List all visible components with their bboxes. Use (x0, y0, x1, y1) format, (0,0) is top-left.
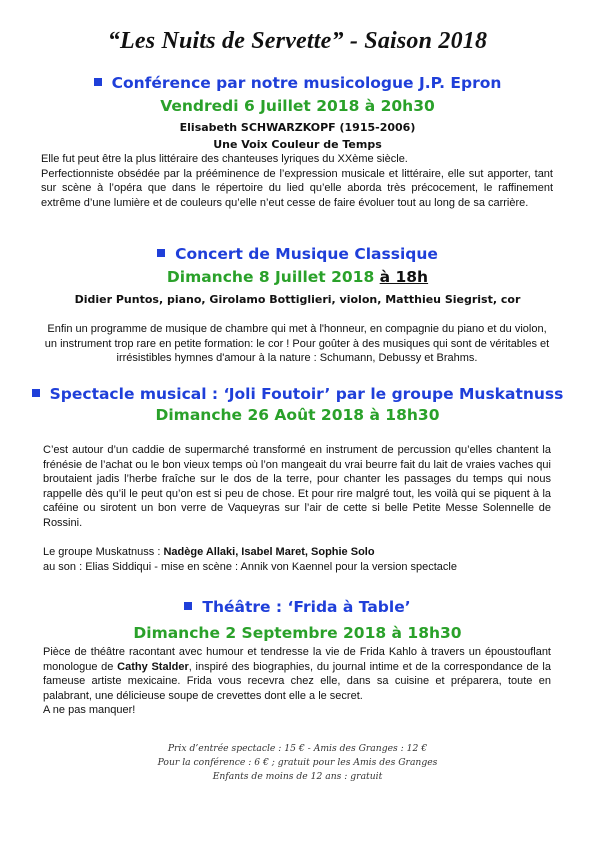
conference-description (41, 152, 553, 210)
square-bullet-icon (94, 78, 102, 86)
square-bullet-icon (184, 602, 192, 610)
concert-description: Enfin un programme de musique de chambre qui met à l'honneur, en compagnie du piano et du violon, un instrument trop rare en petite formation: le cor ! Pour goûter à des musiques qui sont de véritables et irrésistibles hymnes d'amour à la nature : Schumann, Debussy et Brahms. (44, 323, 550, 364)
concert-performers: Didier Puntos, piano, Girolamo Bottiglieri, violon, Matthieu Siegrist, cor (74, 293, 521, 306)
group-members: Nadège Allaki, Isabel Maret, Sophie Solo (163, 546, 375, 558)
spectacle-credits (43, 545, 551, 574)
concert-time: à 18h (379, 268, 429, 286)
spectacle-crew-line: au son : Elias Siddiqui - mise en scène : Annik von Kaennel pour la version spectacle (43, 560, 457, 573)
spectacle-group-line (43, 545, 551, 560)
section-date-conference: Vendredi 6 Juillet 2018 à 20h30 (160, 97, 435, 115)
conference-paragraph-2: Perfectionniste obsédée par la prééminence de l’expression musicale et littéraire, elle sut apporter, tant sur scène à l’opéra que dans le répertoire du lied qu’elle aborda très précocement, le raffinement extrême d’une lumière et de couleurs qu’elle n’eut cesse de faire évoluer tout au long de sa carrière. (41, 167, 553, 209)
section-heading-text: Concert de Musique Classique (175, 245, 438, 263)
concert-date: Dimanche 8 Juillet 2018 (166, 268, 380, 286)
section-heading-concert (0, 245, 595, 263)
group-label: Le groupe Muskatnuss : (43, 546, 164, 558)
conference-subject: Elisabeth SCHWARZKOPF (1915-2006) (179, 121, 416, 134)
section-date-concert (0, 268, 595, 286)
section-heading-theatre (0, 598, 595, 616)
square-bullet-icon (157, 249, 165, 257)
section-heading-text: Théâtre : ‘Frida à Table’ (202, 598, 411, 616)
section-heading-spectacle (0, 385, 595, 403)
section-heading-text: Spectacle musical : ‘Joli Foutoir’ par le groupe Muskatnuss (49, 385, 564, 403)
spectacle-description: C’est autour d’un caddie de supermarché transformé en instrument de percussion qu’elles chantent la frénésie de l’achat ou le bon vieux temps où l’on mangeait du vrai beurre fait du lait de vraies vaches qui broutaient jadis l’herbe fraîche sur le dos de la terre, pour chanter les passages du temps qui nous rappelle dès qu’il le peut qu’on est si peu de chose. Et pour rire malgré tout, les voilà qui se piquent à la caféine ou sirotent un bon verre de Vaqueyras sur l’air de cette si belle Petite Messe Solennelle de Rossini. (43, 444, 551, 529)
conference-subtitle: Une Voix Couleur de Temps (213, 138, 382, 151)
page-title: “Les Nuits de Servette” - Saison 2018 (107, 28, 488, 54)
theatre-paragraph (43, 645, 551, 703)
theatre-text-part-2: , inspiré des biographies, du journal intime et de la correspondance de la fameuse artiste mexicaine. Frida vous recevra chez elle, dans sa cuisine et préparera, toute en palabrant, une délicieuse soupe de crevettes dont elle a le secret. (43, 660, 551, 702)
section-date-theatre: Dimanche 2 Septembre 2018 à 18h30 (133, 624, 462, 642)
pricing-line-children: Enfants de moins de 12 ans : gratuit (212, 771, 383, 782)
conference-paragraph-1: Elle fut peut être la plus littéraire des chanteuses lyriques du XXème siècle. (41, 153, 408, 165)
theatre-performer: Cathy Stalder (117, 660, 189, 673)
pricing-footer (0, 742, 595, 784)
section-heading-conference (0, 74, 595, 92)
pricing-line-spectacle: Prix d’entrée spectacle : 15 € - Amis des Granges : 12 € (167, 743, 428, 754)
theatre-description (43, 645, 551, 718)
square-bullet-icon (32, 389, 40, 397)
section-date-spectacle: Dimanche 26 Août 2018 à 18h30 (155, 406, 440, 424)
pricing-line-conference: Pour la conférence : 6 € ; gratuit pour les Amis des Granges (157, 757, 438, 768)
theatre-text-part-1: Pièce de théâtre racontant avec humour et tendresse la vie de Frida Kahlo à travers un époustouflant monologue de (43, 646, 551, 673)
theatre-closing: A ne pas manquer! (43, 704, 136, 716)
section-heading-text: Conférence par notre musicologue J.P. Epron (111, 74, 502, 92)
